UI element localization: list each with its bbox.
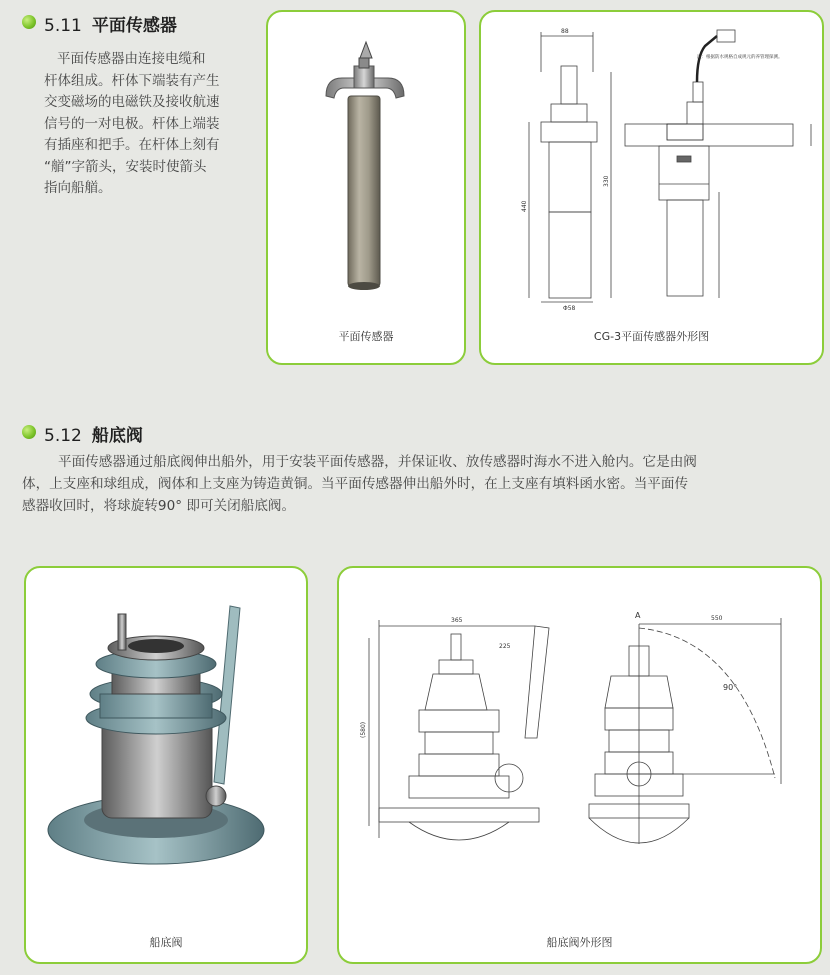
dimension-label: 90°: [723, 683, 738, 692]
section-body: [22, 451, 822, 517]
dimension-label: 440: [521, 200, 528, 212]
body-line: 指向船艏。: [44, 180, 112, 196]
dimension-label: 365: [451, 617, 463, 624]
body-line: “艏”字箭头，安装时使箭头: [44, 158, 207, 175]
section-heading: [44, 421, 143, 446]
body-line: 平面传感器通过船底阀伸出船外，用于安装平面传感器，并保证收、放传感器时海水不进入舱内。它是由阀: [58, 454, 697, 470]
valve-drawing-card: [337, 566, 822, 964]
body-line: 信号的一对电极。杆体上端装: [44, 115, 220, 132]
section-bullet-icon: [22, 15, 36, 29]
dimension-label: A: [635, 611, 641, 620]
body-line: 杆体组成。杆体下端装有产生: [44, 72, 220, 89]
valve-photo-caption: 船底阀: [149, 936, 183, 949]
sensor-drawing-caption: CG-3平面传感器外形图: [593, 330, 710, 343]
body-line: 体，上支座和球组成，阀体和上支座为铸造黄铜。当平面传感器伸出船外时，在上支座有填料函水密。当平面传: [22, 476, 689, 492]
dimension-label: Φ58: [563, 305, 576, 312]
dimension-label: 88: [561, 28, 569, 35]
sensor-outline-drawing: [481, 12, 822, 312]
section-title: 平面传感器: [91, 16, 177, 36]
sensor-photo-illustration: [268, 12, 464, 312]
sensor-drawing-card: [479, 10, 824, 365]
section-bullet-icon: [22, 425, 36, 439]
valve-outline-drawing: [339, 568, 820, 908]
sensor-photo-caption: 平面传感器: [338, 330, 394, 343]
dimension-label: 550: [711, 615, 723, 622]
section-title: 船底阀: [91, 426, 143, 446]
valve-drawing-caption: 船底阀外形图: [546, 936, 613, 949]
body-line: 有插座和把手。在杆体上刻有: [44, 137, 220, 153]
section-body: [44, 49, 249, 200]
valve-photo-illustration: [26, 568, 306, 908]
valve-photo-card: [24, 566, 308, 964]
body-line: 感器收回时，将球旋转90° 即可关闭船底阀。: [22, 498, 296, 514]
section-number: 5.12: [44, 426, 82, 446]
dimension-label: 330: [603, 175, 610, 187]
dimension-label: (580): [360, 721, 367, 738]
body-line: 平面传感器由连接电缆和: [57, 51, 206, 67]
body-line: 交变磁场的电磁铁及接收航速: [44, 94, 220, 110]
dimension-label: 注：根据防水规格自成规元的养管理探测。: [697, 55, 783, 60]
sensor-photo-card: [266, 10, 466, 365]
dimension-label: 225: [499, 643, 511, 650]
section-heading: [44, 11, 177, 36]
section-number: 5.11: [44, 16, 82, 36]
